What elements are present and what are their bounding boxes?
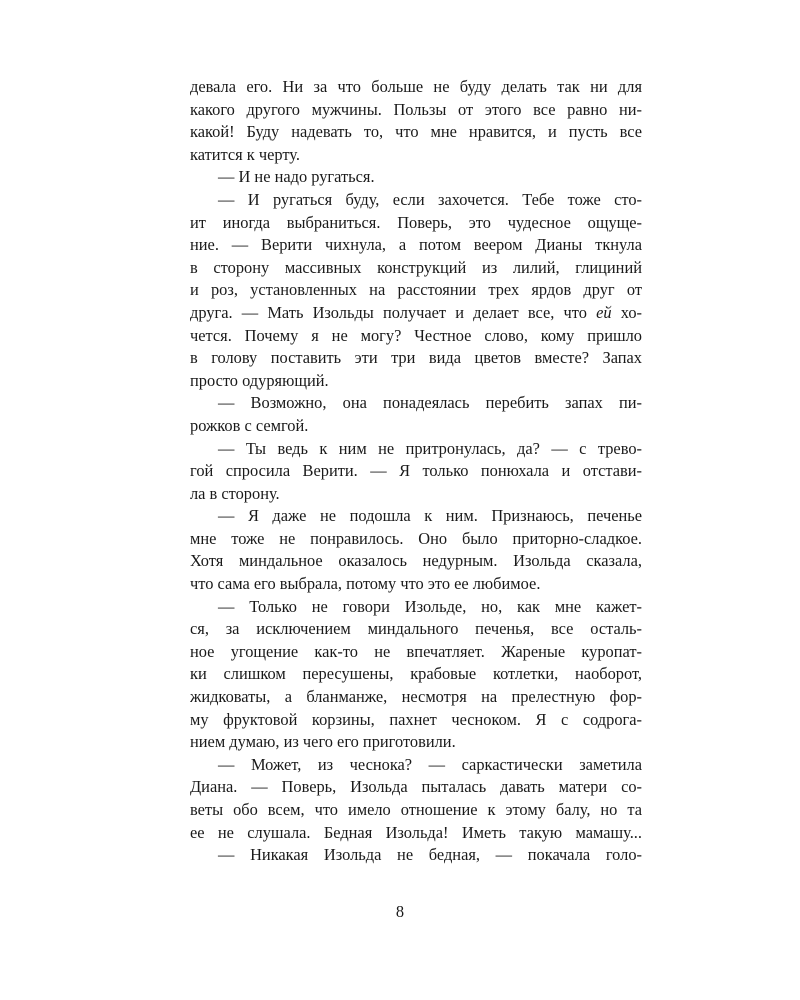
body-text [190,76,642,867]
text-line: в голову поставить эти три вида цветов вместе? Запах [190,348,642,368]
text-line: какой! Буду надевать то, что мне нравится, и пусть все [190,122,642,142]
text-line: рожков с семгой. [190,415,309,435]
text-line: — И не надо ругаться. [218,167,375,187]
text-line: — Ты ведь к ним не притронулась, да? — с трево- [218,438,642,458]
text-line: ное угощение как-то не впечатляет. Жареные куропат- [190,641,642,661]
text-line: ние. — Верити чихнула, а потом веером Дианы ткнула [190,235,642,255]
text-line: ее не слушала. Бедная Изольда! Иметь такую мамашу... [190,822,642,842]
emphasis: ей [596,302,612,322]
text-line: Диана. — Поверь, Изольда пыталась давать матери со- [190,777,642,797]
text-line: катится к черту. [190,144,300,164]
text-line: Хотя миндальное оказалось недурным. Изольда сказала, [190,551,642,571]
text-line: ки слишком пересушены, крабовые котлетки, наоборот, [190,664,642,684]
text-line: чется. Почему я не могу? Честное слово, кому пришло [190,325,642,345]
text-line: — Возможно, она понадеялась перебить запах пи- [218,393,642,413]
text-line: ла в сторону. [190,483,280,503]
text-line: — Только не говори Изольде, но, как мне кажет- [218,596,642,616]
text-line: просто одуряющий. [190,370,329,390]
text-line: — Никакая Изольда не бедная, — покачала голо- [218,845,642,865]
text-line: — И ругаться буду, если захочется. Тебе тоже сто- [218,189,642,209]
text-line: нием думаю, из чего его приготовили. [190,732,456,752]
text-line: — Я даже не подошла к ним. Признаюсь, печенье [218,506,642,526]
page-number: 8 [395,902,405,921]
text-line: что сама его выбрала, потому что это ее любимое. [190,574,541,594]
text-line: и роз, установленных на расстоянии трех ярдов друг от [190,280,642,300]
text-line: — Может, из чеснока? — саркастически заметила [218,754,642,774]
text-line: гой спросила Верити. — Я только понюхала и отстави- [190,461,642,481]
text-line: жидковаты, а бланманже, несмотря на прелестную фор- [190,687,642,707]
text-line: девала его. Ни за что больше не буду делать так ни для [190,77,642,96]
text-line: друга. — Мать Изольды получает и делает все, что ей хо- [190,302,642,322]
text-line: какого другого мужчины. Пользы от этого все равно ни- [190,99,642,119]
text-line: ся, за исключением миндального печенья, все осталь- [190,619,642,639]
text-line: мне тоже не понравилось. Оно было приторно-сладкое. [190,528,642,548]
text-line: ит иногда выбраниться. Поверь, это чудесное ощуще- [190,212,642,232]
text-line: му фруктовой корзины, пахнет чесноком. Я с содрога- [190,709,642,729]
text-line: веты обо всем, что имело отношение к этому балу, но та [190,800,642,819]
text-line: в сторону массивных конструкций из лилий, глициний [190,257,642,277]
